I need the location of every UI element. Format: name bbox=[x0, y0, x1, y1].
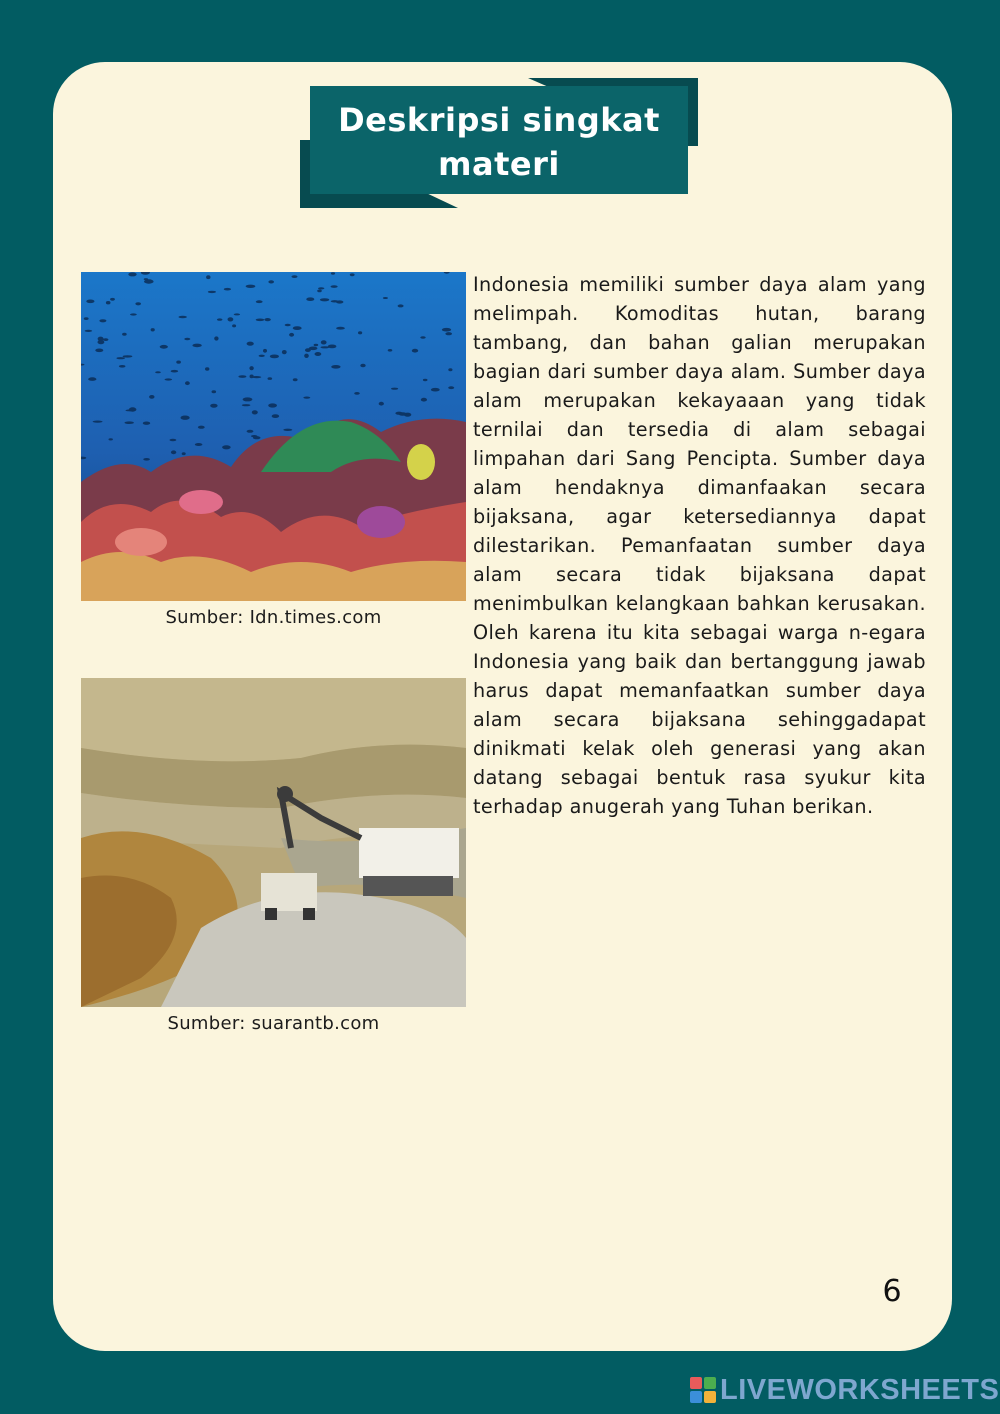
watermark bbox=[690, 1373, 999, 1407]
page-title: Deskripsi singkat materi bbox=[338, 101, 660, 183]
mine-photo bbox=[81, 678, 466, 1007]
coral-reef-photo bbox=[81, 272, 466, 601]
page-number: 6 bbox=[882, 1274, 902, 1309]
photo-caption: Sumber: Idn.times.com bbox=[165, 607, 382, 628]
watermark-text: LIVEWORKSHEETS bbox=[720, 1373, 1000, 1406]
photo-caption: Sumber: suarantb.com bbox=[167, 1013, 380, 1034]
description-paragraph: Indonesia memiliki sumber daya alam yang melimpah. Komoditas hutan, barang tambang, dan bahan galian merupakan bagian dari sumber daya alam. Sumber daya alam merupakan kekayaaan yang tidak ternilai dan tersedia di alam sebagai limpahan dari Sang Pencipta. Sumber daya alam hendaknya dimanfaakan secara bijaksana, agar ketersediannya dapat dilestarikan. Pemanfaatan sumber daya alam secara tidak bijaksana dapat menimbulkan kelangkaan bahkan kerusakan. Oleh karena itu kita sebagai warga n-egara Indonesia yang baik dan bertanggung jawab harus dapat memanfaatkan sumber daya alam secara bijaksana sehinggadapat dinikmati kelak oleh generasi yang akan datang sebagai bentuk rasa syukur kita terhadap anugerah yang Tuhan berikan. bbox=[473, 273, 926, 818]
liveworksheets-logo-icon bbox=[690, 1377, 716, 1403]
title-banner bbox=[298, 76, 700, 210]
